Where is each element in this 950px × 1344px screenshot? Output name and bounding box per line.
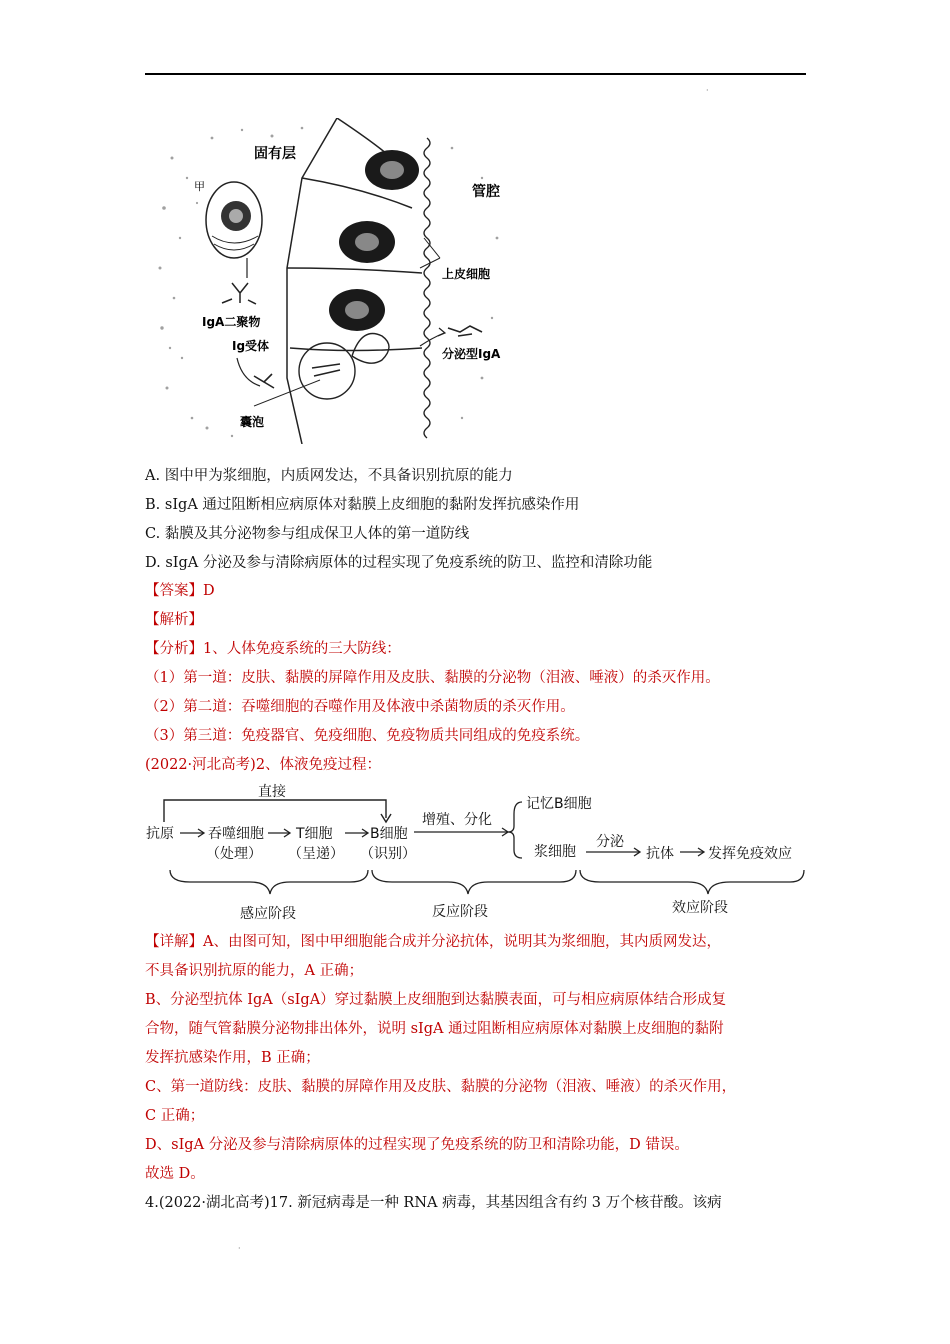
conclusion: 故选 D。 (145, 1166, 205, 1182)
secrete-label: 分泌 (596, 834, 624, 850)
plasma-cell (206, 182, 262, 258)
secretory-iga-label: 分泌型IgA (442, 347, 501, 361)
analysis-intro: 【分析】1、人体免疫系统的三大防线： (145, 641, 401, 657)
phagocyte-label: 吞噬细胞 (208, 826, 264, 842)
option-a: A. 图中甲为浆细胞，内质网发达，不具备识别抗原的能力 (145, 468, 513, 484)
lumen-label: 管腔 (472, 184, 500, 200)
analysis-line-4: (2022·河北高考)2、体液免疫过程： (145, 757, 382, 773)
humoral-immunity-figure (140, 778, 812, 924)
plasma-label: 浆细胞 (534, 844, 576, 860)
stage1-label: 感应阶段 (240, 906, 296, 922)
analysis-line-3: （3）第三道：免疫器官、免疫细胞、免疫物质共同组成的免疫系统。 (145, 728, 590, 744)
nucleus (329, 289, 385, 331)
present-label: （呈递） (288, 846, 344, 862)
speck: · (706, 86, 709, 95)
memory-label: 记忆B细胞 (526, 796, 592, 812)
detail-b-1: B、分泌型抗体 IgA（sIgA）穿过黏膜上皮细胞到达黏膜表面，可与相应病原体结合形成复 (145, 992, 727, 1008)
antigen-label: 抗原 (146, 826, 174, 842)
effect-label: 发挥免疫效应 (708, 846, 792, 862)
recognize-label: （识别） (360, 846, 416, 862)
option-d: D. sIgA 分泌及参与清除病原体的过程实现了免疫系统的防卫、监控和清除功能 (145, 555, 653, 571)
speck: · (238, 1244, 241, 1253)
nucleus (365, 150, 419, 190)
option-c: C. 黏膜及其分泌物参与组成保卫人体的第一道防线 (145, 526, 470, 542)
stage2-label: 反应阶段 (432, 904, 488, 920)
detail-c-1: C、第一道防线：皮肤、黏膜的屏障作用及皮肤、黏膜的分泌物（泪液、唾液）的杀灭作用， (145, 1079, 737, 1095)
detail-a-2: 不具备识别抗原的能力，A 正确； (145, 963, 364, 979)
epithelial-label: 上皮细胞 (442, 267, 491, 281)
stage3-label: 效应阶段 (672, 900, 728, 916)
proliferate-label: 增殖、分化 (422, 812, 492, 828)
detail-d-1: D、sIgA 分泌及参与清除病原体的过程实现了免疫系统的防卫和清除功能，D 错误。 (145, 1137, 689, 1153)
option-b: B. sIgA 通过阻断相应病原体对黏膜上皮细胞的黏附发挥抗感染作用 (145, 497, 580, 513)
analysis-line-2: （2）第二道：吞噬细胞的吞噬作用及体液中杀菌物质的杀灭作用。 (145, 699, 575, 715)
tcell-label: T细胞 (296, 826, 333, 842)
detail-b-2: 合物，随气管黏膜分泌物排出体外，说明 sIgA 通过阻断相应病原体对黏膜上皮细胞的黏附 (145, 1021, 724, 1037)
answer: 【答案】D (145, 583, 215, 599)
header-rule (145, 73, 806, 75)
detail-a-1: 【详解】A、由图可知，图中甲细胞能合成并分泌抗体，说明其为浆细胞，其内质网发达， (145, 934, 721, 950)
nucleus (339, 221, 395, 263)
vesicle-label: 囊泡 (240, 415, 265, 429)
next-question: 4.(2022·湖北高考)17. 新冠病毒是一种 RNA 病毒，其基因组含有约 3 万个核苷酸。该病 (145, 1195, 722, 1211)
analysis-heading: 【解析】 (145, 612, 203, 628)
detail-b-3: 发挥抗感染作用，B 正确； (145, 1050, 320, 1066)
antibody-label: 抗体 (646, 846, 674, 862)
siga-secretion-figure (152, 118, 510, 444)
lamina-texture (159, 127, 499, 438)
analysis-line-1: （1）第一道：皮肤、黏膜的屏障作用及皮肤、黏膜的分泌物（泪液、唾液）的杀灭作用。 (145, 670, 720, 686)
iga-dimer-label: IgA二聚物 (202, 315, 261, 329)
lamina-label: 固有层 (254, 146, 296, 162)
ig-receptor-label: Ig受体 (232, 339, 270, 353)
process-label: （处理） (206, 846, 262, 862)
jia-label: 甲 (194, 180, 205, 193)
detail-c-2: C 正确； (145, 1108, 205, 1124)
bcell-label: B细胞 (370, 826, 408, 842)
direct-label: 直接 (258, 784, 286, 800)
